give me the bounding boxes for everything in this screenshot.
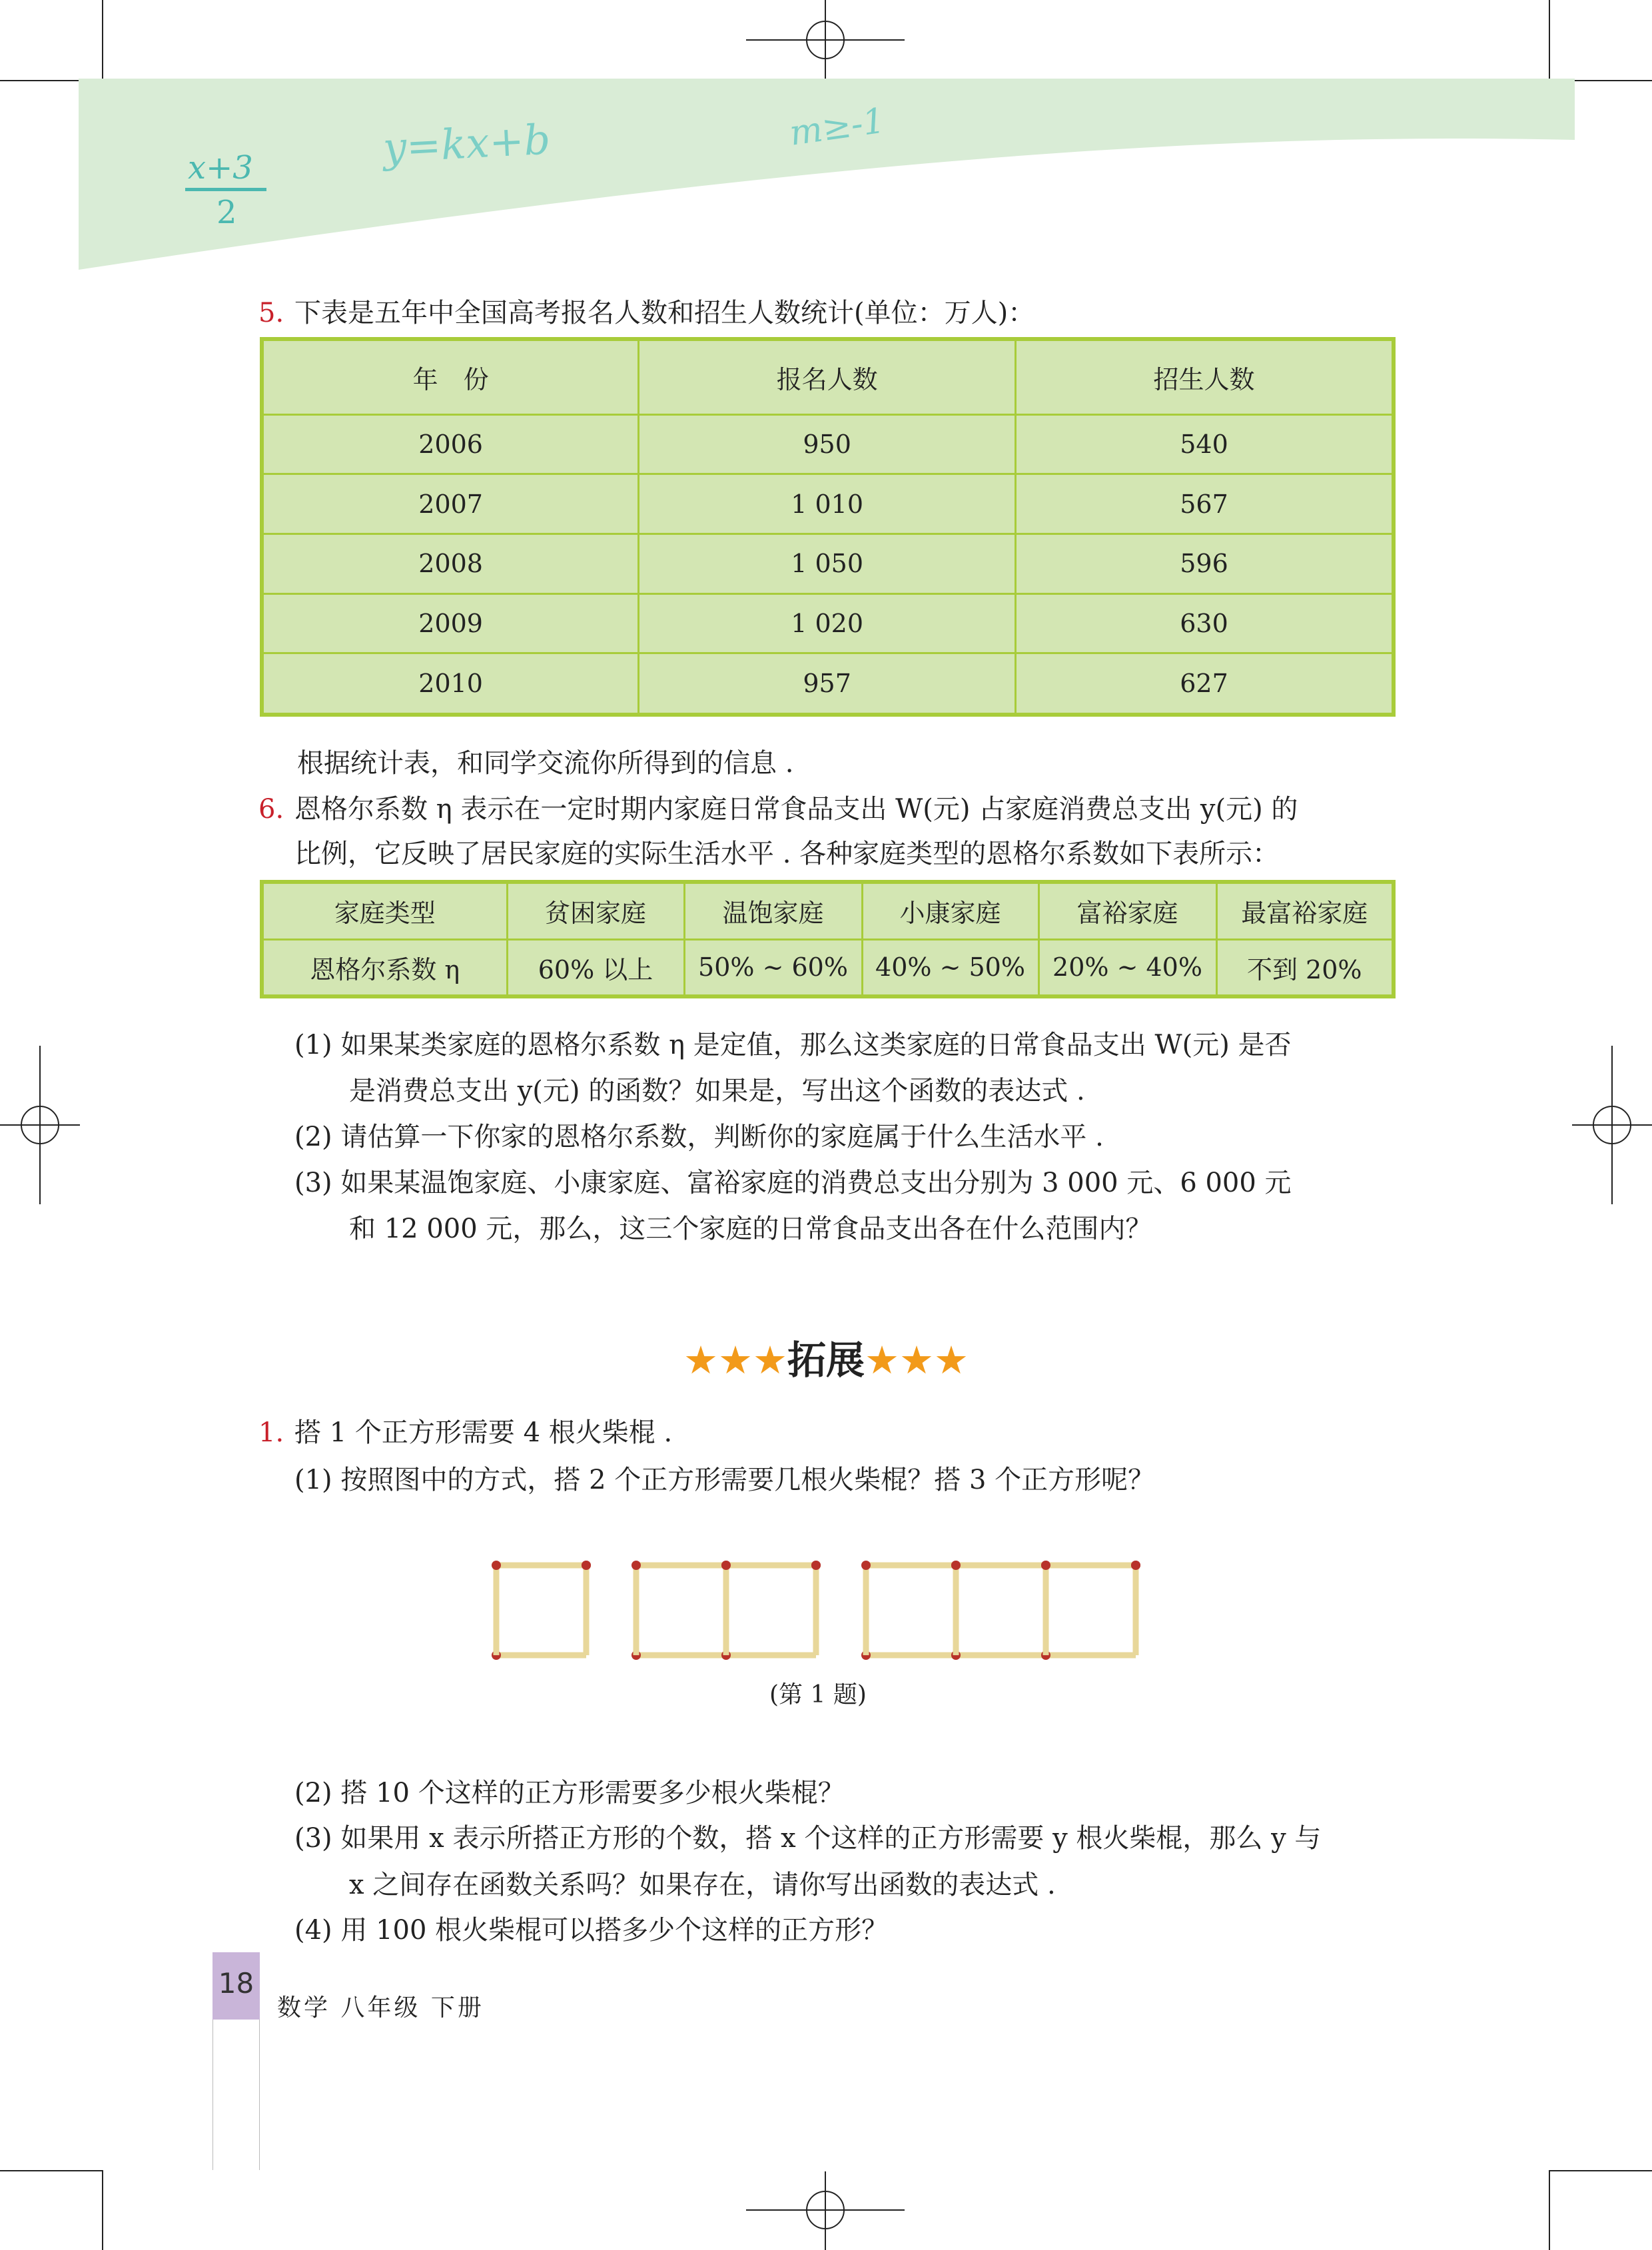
question-followup: 根据统计表，和同学交流你所得到的信息 .: [297, 748, 794, 779]
cell: 2006: [262, 414, 639, 474]
cell: 富裕家庭: [1038, 882, 1216, 939]
cell: 2007: [262, 474, 639, 534]
matchstick-figure: [486, 1552, 1166, 1665]
page-number-box: [212, 1952, 260, 2020]
banner-formula: x+3: [188, 149, 253, 187]
cell: 50% ~ 60%: [684, 939, 862, 996]
cell: 2009: [262, 593, 639, 653]
cell: 1 050: [639, 534, 1016, 593]
sub-question: (2) 搭 10 个这样的正方形需要多少根火柴棍？: [294, 1778, 845, 1808]
enrollment-table: [260, 337, 1396, 717]
question-number: 1.: [258, 1417, 284, 1448]
margin-line: [259, 2020, 260, 2170]
banner-formula: 2: [216, 194, 237, 231]
table-row: [262, 939, 1394, 996]
cell: 温饱家庭: [684, 882, 862, 939]
header-cell: 年 份: [262, 339, 639, 414]
match-head: [582, 1561, 591, 1570]
match-head: [492, 1561, 501, 1570]
cell: 540: [1016, 414, 1394, 474]
cell: 恩格尔系数 η: [262, 939, 507, 996]
cell: 40% ~ 50%: [862, 939, 1038, 996]
table-row: [262, 653, 1394, 715]
star-icon: ★★★: [683, 1337, 787, 1383]
question-number: 6.: [258, 794, 284, 825]
section-title: 拓展: [787, 1337, 865, 1383]
sub-question: (2) 请估算一下你家的恩格尔系数，判断你的家庭属于什么生活水平 .: [294, 1122, 1104, 1152]
question-text: 下表是五年中全国高考报名人数和招生人数统计(单位：万人)：: [294, 298, 1035, 328]
book-title: 数学 八年级 下册: [277, 1994, 484, 2022]
table-row: [262, 474, 1394, 534]
header-banner: [79, 79, 1577, 272]
fraction-bar: [185, 188, 266, 191]
cell: 贫困家庭: [507, 882, 684, 939]
cell: 2008: [262, 534, 639, 593]
match-head: [631, 1561, 641, 1570]
match-head: [811, 1561, 821, 1570]
sub-question: 是消费总支出 y(元) 的函数？如果是，写出这个函数的表达式 .: [349, 1076, 1085, 1106]
header-cell: 报名人数: [639, 339, 1016, 414]
match-head: [861, 1561, 871, 1570]
cell: 596: [1016, 534, 1394, 593]
page-number: 18: [218, 1967, 254, 2000]
cell: 60% 以上: [507, 939, 684, 996]
table-row: [262, 534, 1394, 593]
cell: 1 010: [639, 474, 1016, 534]
banner-formula: m≥-1: [787, 101, 888, 154]
sub-question: (4) 用 100 根火柴棍可以搭多少个这样的正方形？: [294, 1915, 889, 1946]
cell: 最富裕家庭: [1216, 882, 1394, 939]
table-row: [262, 882, 1394, 939]
cell: 1 020: [639, 593, 1016, 653]
sub-question: x 之间存在函数关系吗？如果存在，请你写出函数的表达式 .: [349, 1870, 1056, 1900]
question-number: 5.: [258, 298, 284, 328]
match-head: [1041, 1561, 1050, 1570]
sub-question: (3) 如果某温饱家庭、小康家庭、富裕家庭的消费总支出分别为 3 000 元、6 000 元: [294, 1168, 1292, 1198]
sub-question: (3) 如果用 x 表示所搭正方形的个数，搭 x 个这样的正方形需要 y 根火柴棍，那么 y 与: [294, 1823, 1322, 1854]
match-head: [951, 1561, 961, 1570]
engel-table: [260, 880, 1396, 998]
cell: 567: [1016, 474, 1394, 534]
sub-question: 和 12 000 元，那么，这三个家庭的日常食品支出各在什么范围内？: [349, 1214, 1152, 1244]
cell: 家庭类型: [262, 882, 507, 939]
cell: 小康家庭: [862, 882, 1038, 939]
cell: 630: [1016, 593, 1394, 653]
star-icon: ★★★: [865, 1337, 969, 1383]
question-text: 比例，它反映了居民家庭的实际生活水平 . 各种家庭类型的恩格尔系数如下表所示：: [294, 839, 1280, 869]
margin-line: [212, 2020, 213, 2170]
banner-formula: y=kx+b: [382, 115, 552, 173]
cell: 20% ~ 40%: [1038, 939, 1216, 996]
match-head: [1131, 1561, 1140, 1570]
table-row: [262, 414, 1394, 474]
header-cell: 招生人数: [1016, 339, 1394, 414]
sub-question: (1) 按照图中的方式，搭 2 个正方形需要几根火柴棍？搭 3 个正方形呢？: [294, 1465, 1155, 1495]
cell: 2010: [262, 653, 639, 715]
section-heading: [0, 1329, 1652, 1385]
match-head: [721, 1561, 731, 1570]
sub-question: (1) 如果某类家庭的恩格尔系数 η 是定值，那么这类家庭的日常食品支出 W(元) 是否: [294, 1030, 1292, 1060]
figure-caption: (第 1 题): [769, 1681, 867, 1708]
table-row: [262, 593, 1394, 653]
cell: 950: [639, 414, 1016, 474]
cell: 627: [1016, 653, 1394, 715]
table-header-row: [262, 339, 1394, 414]
cell: 957: [639, 653, 1016, 715]
cell: 不到 20%: [1216, 939, 1394, 996]
question-text: 恩格尔系数 η 表示在一定时期内家庭日常食品支出 W(元) 占家庭消费总支出 y(元) 的: [294, 794, 1298, 825]
question-text: 搭 1 个正方形需要 4 根火柴棍 .: [294, 1417, 673, 1448]
